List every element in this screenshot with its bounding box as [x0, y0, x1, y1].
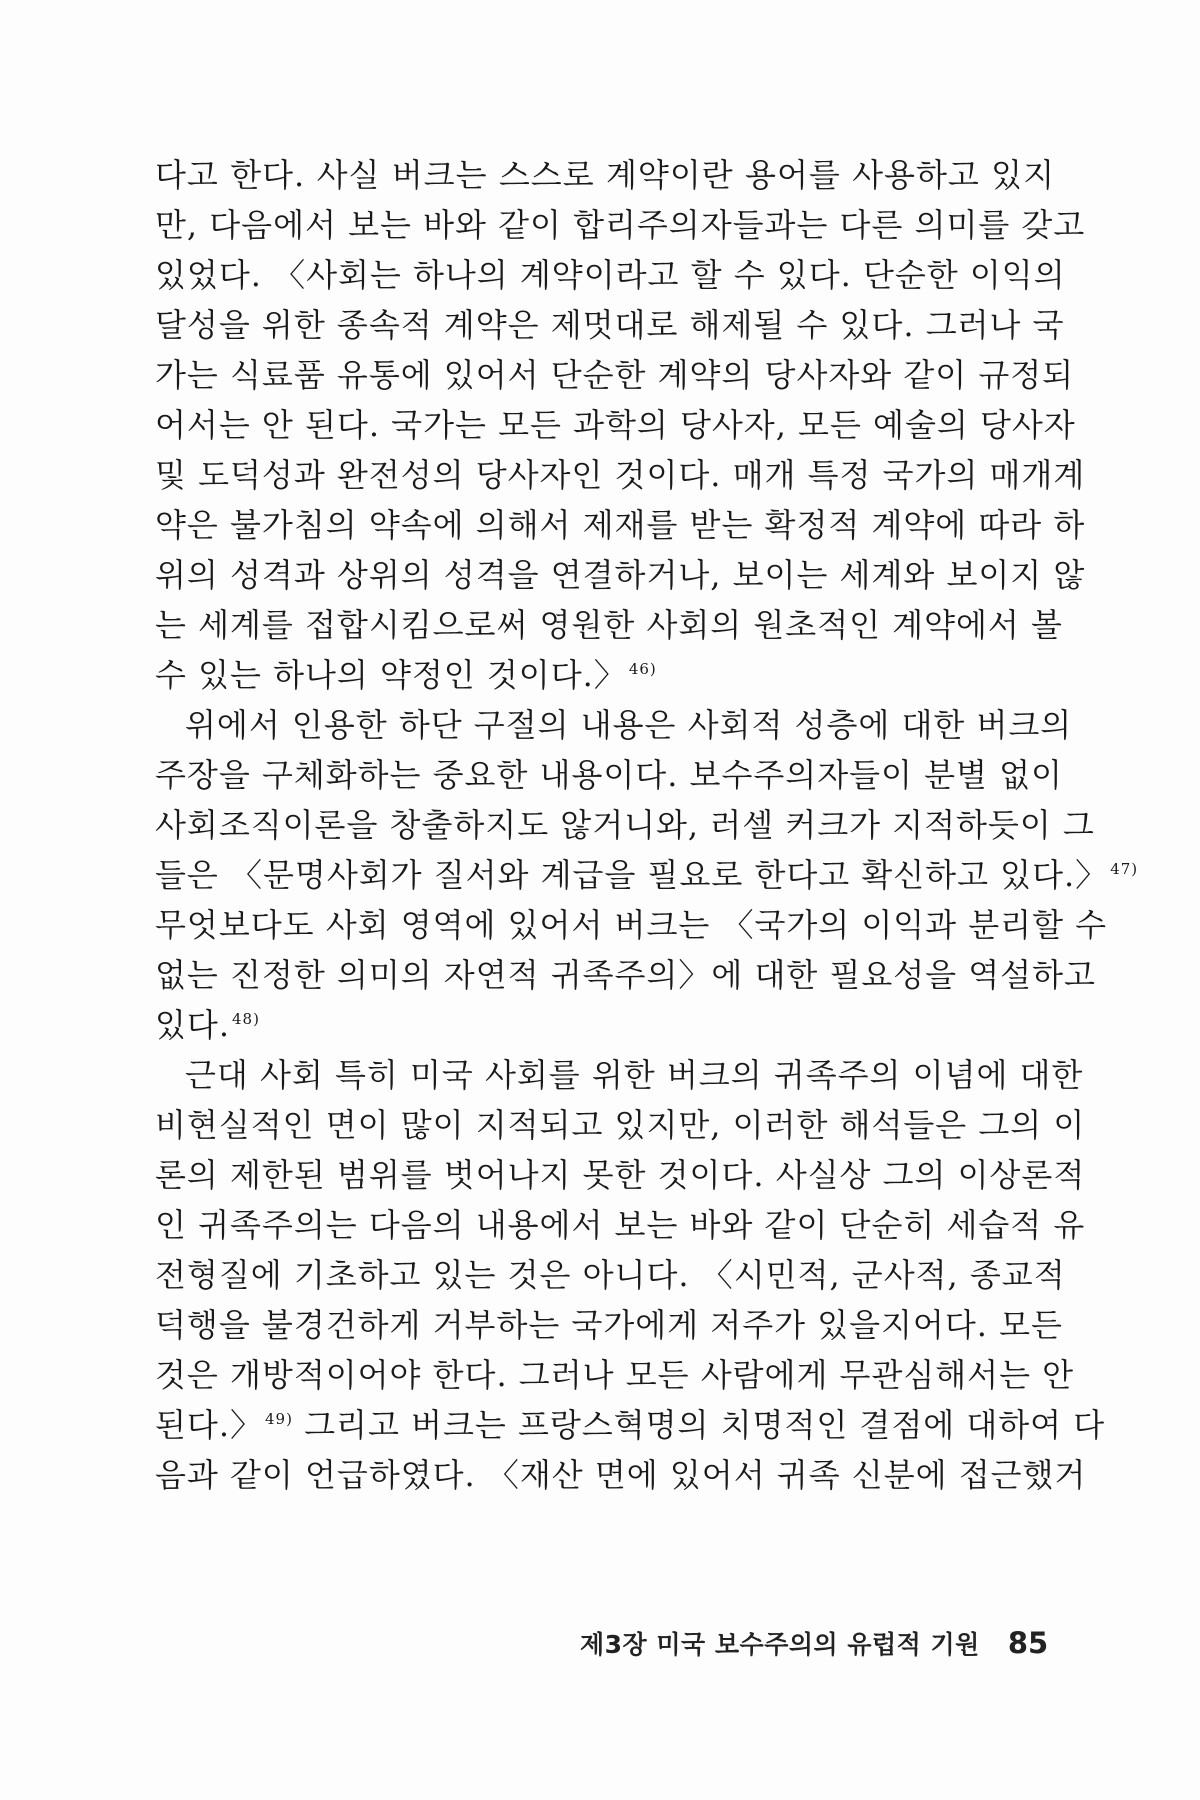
text-span: 수 있는 하나의 약정인 것이다.〉	[155, 656, 627, 694]
text-line: 무엇보다도 사회 영역에 있어서 버크는 〈국가의 이익과 분리할 수	[155, 906, 1108, 944]
text-line: 있었다. 〈사회는 하나의 계약이라고 할 수 있다. 단순한 이익의	[155, 256, 1066, 294]
text-line: 위의 성격과 상위의 성격을 연결하거나, 보이는 세계와 보이지 않	[155, 556, 1086, 594]
chapter-title: 제3장 미국 보수주의의 유럽적 기원	[580, 1630, 980, 1659]
text-line	[155, 850, 1139, 900]
text-line: 위에서 인용한 하단 구절의 내용은 사회적 성층에 대한 버크의	[185, 706, 1073, 744]
text-line: 및 도덕성과 완전성의 당사자인 것이다. 매개 특정 국가의 매개계	[155, 456, 1086, 494]
footnote-ref: 46)	[628, 660, 657, 679]
text-line: 어서는 안 된다. 국가는 모든 과학의 당사자, 모든 예술의 당사자	[155, 406, 1076, 444]
text-line: 다고 한다. 사실 버크는 스스로 계약이란 용어를 사용하고 있지	[155, 156, 1055, 194]
text-line: 약은 불가침의 약속에 의해서 제재를 받는 확정적 계약에 따라 하	[155, 506, 1086, 544]
text-line: 덕행을 불경건하게 거부하는 국가에게 저주가 있을지어다. 모든	[155, 1306, 1063, 1344]
footnote-ref: 49)	[265, 1410, 293, 1429]
text-line: 주장을 구체화하는 중요한 내용이다. 보수주의자들이 분별 없이	[155, 756, 1063, 794]
text-line: 만, 다음에서 보는 바와 같이 합리주의자들과는 다른 의미를 갖고	[155, 206, 1086, 244]
page-number: 85	[1007, 1626, 1049, 1660]
text-line: 전형질에 기초하고 있는 것은 아니다. 〈시민적, 군사적, 종교적	[155, 1256, 1066, 1294]
body-text	[155, 150, 1139, 1500]
footnote-ref: 47)	[1110, 860, 1139, 879]
text-line: 근대 사회 특히 미국 사회를 위한 버크의 귀족주의 이념에 대한	[185, 1056, 1084, 1094]
footnote-ref: 48)	[232, 1010, 260, 1029]
text-span: 들은 〈문명사회가 질서와 계급을 필요로 한다고 확신하고 있다.〉	[155, 856, 1109, 894]
running-footer	[580, 1625, 1049, 1665]
text-line: 없는 진정한 의미의 자연적 귀족주의〉에 대한 필요성을 역설하고	[155, 956, 1096, 994]
text-span: 있다.	[155, 1006, 230, 1044]
text-line: 것은 개방적이어야 한다. 그러나 모든 사람에게 무관심해서는 안	[155, 1356, 1075, 1394]
text-line: 사회조직이론을 창출하지도 않거니와, 러셀 커크가 지적하듯이 그	[155, 806, 1095, 844]
text-line: 가는 식료품 유통에 있어서 단순한 계약의 당사자와 같이 규정되	[155, 356, 1075, 394]
text-line	[155, 1400, 1106, 1450]
text-line	[155, 1000, 1055, 1050]
text-line: 인 귀족주의는 다음의 내용에서 보는 바와 같이 단순히 세습적 유	[155, 1206, 1086, 1244]
text-line: 는 세계를 접합시킴으로써 영원한 사회의 원초적인 계약에서 볼	[155, 606, 1063, 644]
text-line: 비현실적인 면이 많이 지적되고 있지만, 이러한 해석들은 그의 이	[155, 1106, 1086, 1144]
text-span: 된다.〉	[155, 1406, 263, 1444]
text-line: 음과 같이 언급하였다. 〈재산 면에 있어서 귀족 신분에 접근했거	[155, 1456, 1087, 1494]
text-span: 그리고 버크는 프랑스혁명의 치명적인 결점에 대하여 다	[292, 1406, 1106, 1444]
text-line: 달성을 위한 종속적 계약은 제멋대로 해제될 수 있다. 그러나 국	[155, 306, 1065, 344]
text-line: 론의 제한된 범위를 벗어나지 못한 것이다. 사실상 그의 이상론적	[155, 1156, 1086, 1194]
text-line	[155, 650, 1055, 700]
